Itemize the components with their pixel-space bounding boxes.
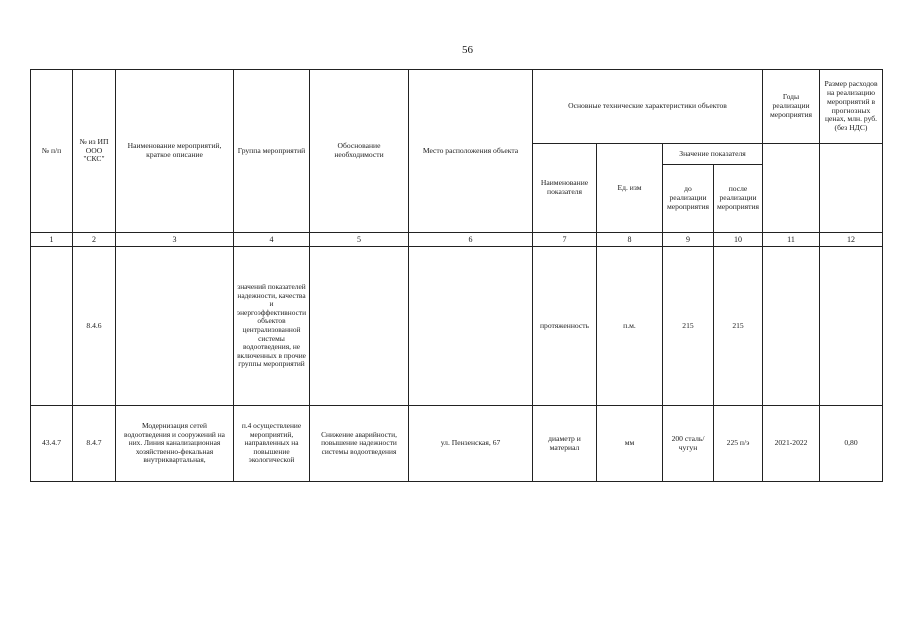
header-tech-characteristics: Основные технические характеристики объектов xyxy=(533,70,763,144)
header-reason: Обоснование необходимости xyxy=(310,70,409,233)
cell-reason xyxy=(310,247,409,406)
header-cost: Размер расходов на реализацию мероприятий в прогнозных ценах, млн. руб. (без НДС) xyxy=(820,70,883,144)
cell-no xyxy=(31,247,73,406)
header-no: № п/п xyxy=(31,70,73,233)
cell-group: значений показателей надежности, качества и энергоэффективности объектов централизованной системы водоотведения, не включенных в прочие группы мероприятий xyxy=(234,247,310,406)
column-number: 9 xyxy=(663,233,714,247)
page-number: 56 xyxy=(462,44,473,56)
cell-group: п.4 осуществление мероприятий, направленных на повышение экологической xyxy=(234,406,310,482)
column-number: 6 xyxy=(409,233,533,247)
header-years: Годы реализации мероприятия xyxy=(763,70,820,144)
cell-reason: Снижение аварийности, повышение надежности системы водоотведения xyxy=(310,406,409,482)
cell-ip-number: 8.4.6 xyxy=(73,247,116,406)
column-number: 10 xyxy=(714,233,763,247)
cell-cost: 0,80 xyxy=(820,406,883,482)
cell-before: 215 xyxy=(663,247,714,406)
column-number: 2 xyxy=(73,233,116,247)
header-value-before: до реализации мероприятия xyxy=(663,165,714,233)
cell-indicator: диаметр и материал xyxy=(533,406,597,482)
cell-after: 225 п/э xyxy=(714,406,763,482)
cell-ip-number: 8.4.7 xyxy=(73,406,116,482)
header-value-after: после реализации мероприятия xyxy=(714,165,763,233)
header-group: Группа мероприятий xyxy=(234,70,310,233)
column-number: 5 xyxy=(310,233,409,247)
cell-location: ул. Пензенская, 67 xyxy=(409,406,533,482)
header-name: Наименование мероприятий, краткое описание xyxy=(116,70,234,233)
cell-cost xyxy=(820,247,883,406)
column-number: 8 xyxy=(597,233,663,247)
header-row-1 xyxy=(31,70,883,144)
header-indicator-value: Значение показателя xyxy=(663,144,763,165)
cell-before: 200 сталь/чугун xyxy=(663,406,714,482)
cell-location xyxy=(409,247,533,406)
header-cost-blank xyxy=(820,144,883,233)
cell-years xyxy=(763,247,820,406)
header-indicator-name: Наименование показателя xyxy=(533,144,597,233)
header-years-blank xyxy=(763,144,820,233)
column-number: 3 xyxy=(116,233,234,247)
header-unit: Ед. изм xyxy=(597,144,663,233)
column-number: 4 xyxy=(234,233,310,247)
column-number: 7 xyxy=(533,233,597,247)
column-number: 12 xyxy=(820,233,883,247)
investment-program-table xyxy=(30,69,883,482)
column-number-row xyxy=(31,233,883,247)
cell-years: 2021-2022 xyxy=(763,406,820,482)
header-ip-number: № из ИП ООО "СКС" xyxy=(73,70,116,233)
cell-no: 43.4.7 xyxy=(31,406,73,482)
cell-indicator: протяженность xyxy=(533,247,597,406)
cell-after: 215 xyxy=(714,247,763,406)
column-number: 1 xyxy=(31,233,73,247)
cell-unit: п.м. xyxy=(597,247,663,406)
column-number: 11 xyxy=(763,233,820,247)
table-row xyxy=(31,406,883,482)
cell-name xyxy=(116,247,234,406)
header-location: Место расположения объекта xyxy=(409,70,533,233)
cell-name: Модернизация сетей водоотведения и сооружений на них. Линия канализационная хозяйственно-фекальная внутриквартальная, xyxy=(116,406,234,482)
cell-unit: мм xyxy=(597,406,663,482)
table-row xyxy=(31,247,883,406)
